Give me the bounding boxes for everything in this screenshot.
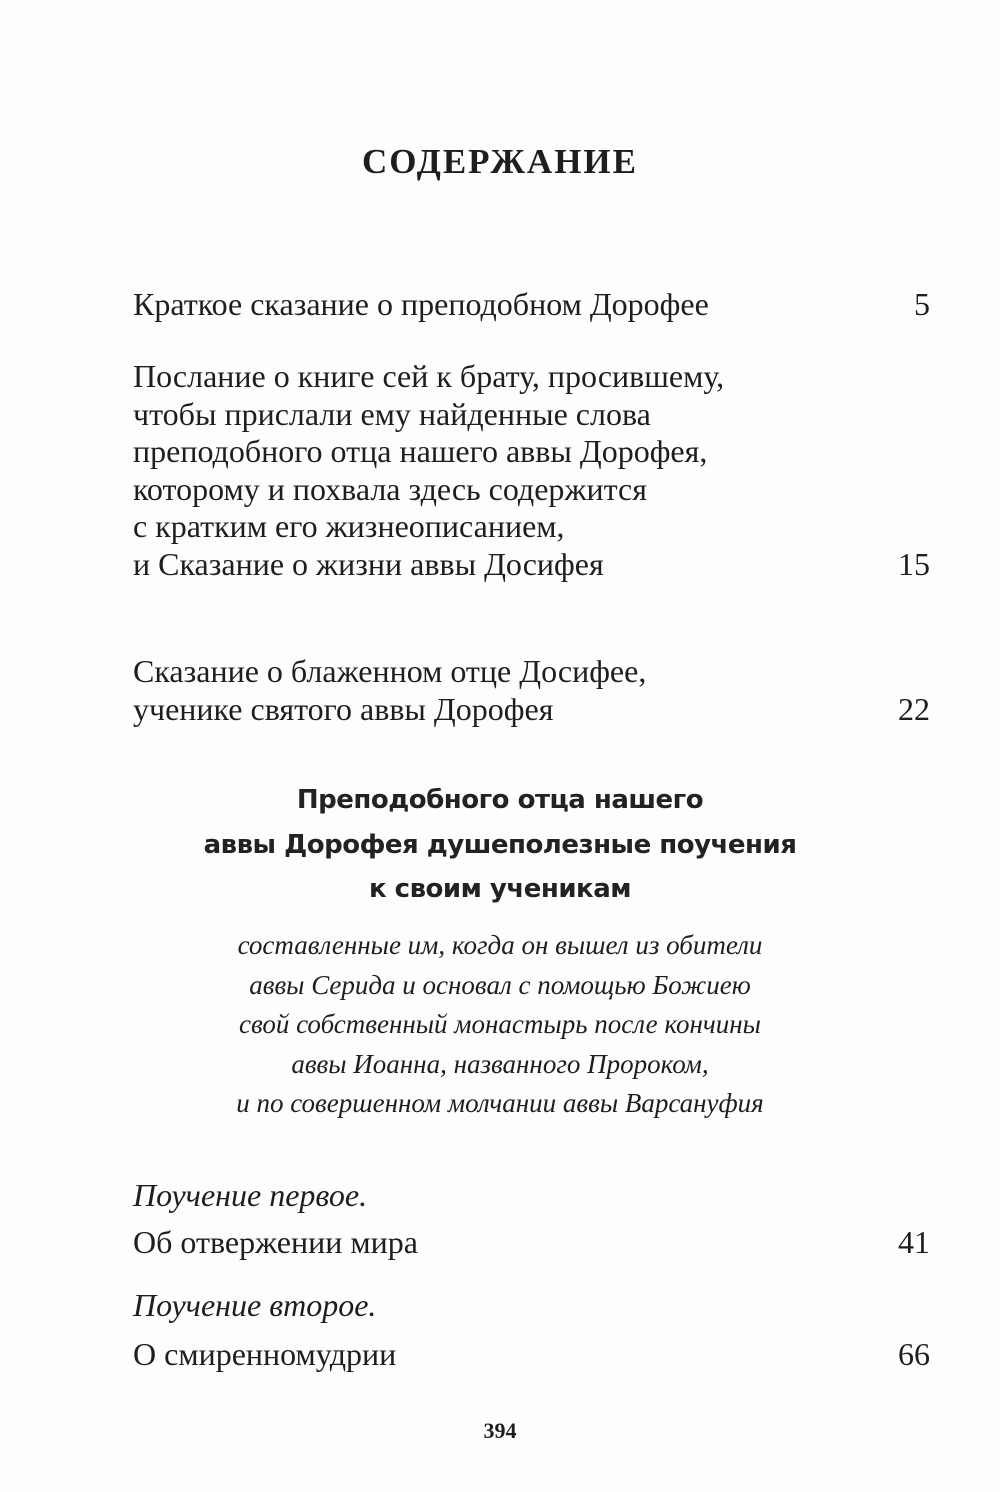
- entry-title-line: Послание о книге сей к брату, просившему,: [133, 358, 725, 394]
- entry-page: 5: [914, 286, 930, 322]
- entry-page: 15: [898, 545, 930, 582]
- note-line: и по совершенном молчании аввы Варсануфия: [236, 1088, 764, 1118]
- entry-title-line: преподобного отца нашего аввы Дорофея,: [133, 433, 708, 469]
- entry-title-line: и Сказание о жизни аввы Досифея: [133, 545, 604, 582]
- entry-page: 66: [898, 1336, 930, 1372]
- section-heading-line: к своим ученикам: [368, 874, 631, 904]
- entry-title: Об отвержении мира: [133, 1224, 418, 1260]
- section-heading: [0, 778, 1000, 912]
- entry-title-line: с кратким его жизнеописанием,: [133, 508, 565, 544]
- note-line: аввы Серида и основал с помощью Божиею: [249, 969, 751, 1000]
- note-line: аввы Иоанна, названного Пророком,: [291, 1048, 709, 1079]
- toc-entry[interactable]: [133, 358, 930, 583]
- section-heading-line: Преподобного отца нашего: [296, 785, 704, 815]
- section-note: [0, 926, 1000, 1124]
- note-line: свой собственный монастырь после кончины: [239, 1009, 761, 1039]
- teaching-label: Поучение первое.: [133, 1177, 368, 1213]
- entry-title-line: которому и похвала здесь содержится: [133, 470, 647, 507]
- section-heading-line: аввы Дорофея душеполезные поучения: [203, 829, 797, 860]
- page-number: 394: [483, 1418, 517, 1443]
- toc-entry[interactable]: [133, 1172, 930, 1266]
- entry-title-line: Сказание о блаженном отце Досифее,: [133, 653, 647, 689]
- entry-page: 41: [898, 1224, 930, 1260]
- teaching-label: Поучение второе.: [133, 1287, 377, 1323]
- entry-page: 22: [898, 690, 930, 727]
- entry-title-line: чтобы прислали ему найденные слова: [133, 395, 651, 432]
- page-title: СОДЕРЖАНИЕ: [361, 142, 638, 181]
- entry-title: Краткое сказание о преподобном Дорофее: [133, 286, 709, 322]
- note-line: составленные им, когда он вышел из обители: [237, 930, 763, 960]
- toc-entry[interactable]: [133, 286, 930, 324]
- toc-entry[interactable]: [133, 653, 930, 728]
- entry-title: О смиренномудрии: [133, 1336, 397, 1372]
- toc-entry[interactable]: [133, 1281, 930, 1379]
- entry-title-line: ученике святого аввы Дорофея: [133, 690, 554, 727]
